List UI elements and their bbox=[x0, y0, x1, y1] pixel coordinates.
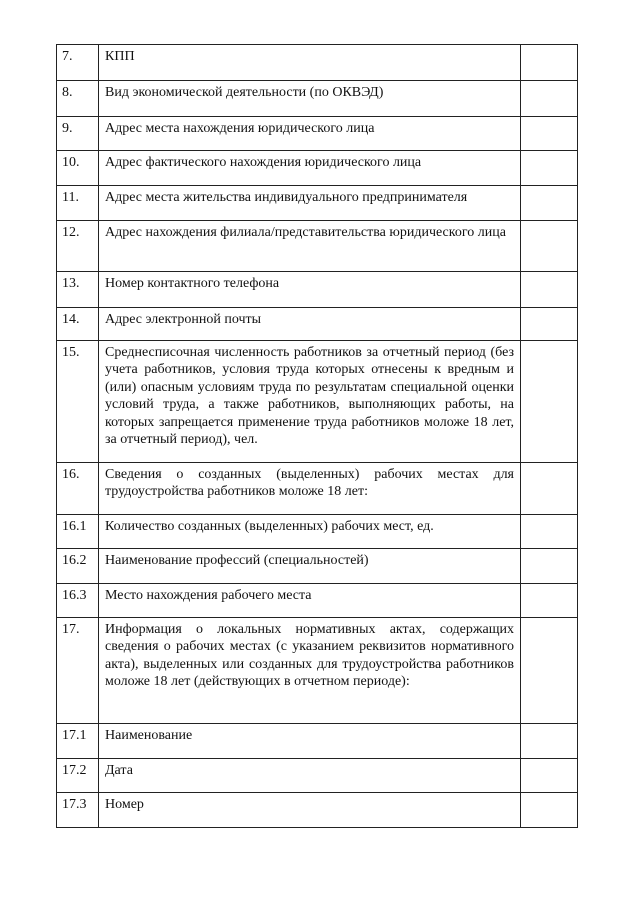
row-label: Адрес фактического нахождения юридического лица bbox=[99, 151, 521, 186]
row-label: Адрес электронной почты bbox=[99, 308, 521, 341]
value-cell[interactable] bbox=[521, 45, 578, 81]
value-cell[interactable] bbox=[521, 186, 578, 221]
table-row bbox=[57, 793, 578, 828]
table-row bbox=[57, 549, 578, 584]
table-row bbox=[57, 186, 578, 221]
table-row bbox=[57, 45, 578, 81]
table-row bbox=[57, 584, 578, 618]
row-number: 17.3 bbox=[57, 793, 99, 828]
row-label: Наименование bbox=[99, 724, 521, 759]
value-cell[interactable] bbox=[521, 515, 578, 549]
row-number: 17.1 bbox=[57, 724, 99, 759]
table-row bbox=[57, 272, 578, 308]
row-number: 9. bbox=[57, 117, 99, 151]
row-label: Дата bbox=[99, 759, 521, 793]
table-row bbox=[57, 151, 578, 186]
value-cell[interactable] bbox=[521, 117, 578, 151]
value-cell[interactable] bbox=[521, 151, 578, 186]
value-cell[interactable] bbox=[521, 308, 578, 341]
row-label: Адрес места жительства индивидуального предпринимателя bbox=[99, 186, 521, 221]
row-number: 16.1 bbox=[57, 515, 99, 549]
value-cell[interactable] bbox=[521, 341, 578, 463]
row-label: Адрес нахождения филиала/представительства юридического лица bbox=[99, 221, 521, 272]
value-cell[interactable] bbox=[521, 618, 578, 724]
row-label: Наименование профессий (специальностей) bbox=[99, 549, 521, 584]
row-number: 10. bbox=[57, 151, 99, 186]
row-number: 17.2 bbox=[57, 759, 99, 793]
table-row bbox=[57, 618, 578, 724]
value-cell[interactable] bbox=[521, 549, 578, 584]
row-number: 7. bbox=[57, 45, 99, 81]
row-number: 11. bbox=[57, 186, 99, 221]
value-cell[interactable] bbox=[521, 221, 578, 272]
value-cell[interactable] bbox=[521, 463, 578, 515]
row-label: Вид экономической деятельности (по ОКВЭД) bbox=[99, 81, 521, 117]
table-row bbox=[57, 81, 578, 117]
row-label: Номер bbox=[99, 793, 521, 828]
table-row bbox=[57, 341, 578, 463]
value-cell[interactable] bbox=[521, 81, 578, 117]
row-label: Адрес места нахождения юридического лица bbox=[99, 117, 521, 151]
row-number: 12. bbox=[57, 221, 99, 272]
row-label: Информация о локальных нормативных актах, содержащих сведения о рабочих местах (с указанием реквизитов нормативного акта), выделенных или созданных для трудоустройства работников моложе 18 лет (действующих в отчетном периоде): bbox=[99, 618, 521, 724]
report-form-table bbox=[56, 44, 578, 828]
table-row bbox=[57, 515, 578, 549]
row-number: 16. bbox=[57, 463, 99, 515]
value-cell[interactable] bbox=[521, 759, 578, 793]
row-number: 15. bbox=[57, 341, 99, 463]
row-number: 8. bbox=[57, 81, 99, 117]
row-number: 14. bbox=[57, 308, 99, 341]
row-number: 13. bbox=[57, 272, 99, 308]
table-row bbox=[57, 463, 578, 515]
row-label: Сведения о созданных (выделенных) рабочих местах для трудоустройства работников моложе 18 лет: bbox=[99, 463, 521, 515]
row-label: КПП bbox=[99, 45, 521, 81]
row-label: Место нахождения рабочего места bbox=[99, 584, 521, 618]
row-number: 16.2 bbox=[57, 549, 99, 584]
row-number: 16.3 bbox=[57, 584, 99, 618]
value-cell[interactable] bbox=[521, 272, 578, 308]
row-number: 17. bbox=[57, 618, 99, 724]
table-row bbox=[57, 759, 578, 793]
row-label: Среднесписочная численность работников за отчетный период (без учета работников, условия труда которых отнесены к вредным и (или) опасным условиям труда по результатам специальной оценки условий труда, а также работников, выполняющих работы, на которых запрещается применение труда работников моложе 18 лет, за отчетный период), чел. bbox=[99, 341, 521, 463]
value-cell[interactable] bbox=[521, 724, 578, 759]
table-row bbox=[57, 221, 578, 272]
value-cell[interactable] bbox=[521, 584, 578, 618]
value-cell[interactable] bbox=[521, 793, 578, 828]
row-label: Номер контактного телефона bbox=[99, 272, 521, 308]
table-row bbox=[57, 724, 578, 759]
table-row bbox=[57, 117, 578, 151]
table-row bbox=[57, 308, 578, 341]
row-label: Количество созданных (выделенных) рабочих мест, ед. bbox=[99, 515, 521, 549]
